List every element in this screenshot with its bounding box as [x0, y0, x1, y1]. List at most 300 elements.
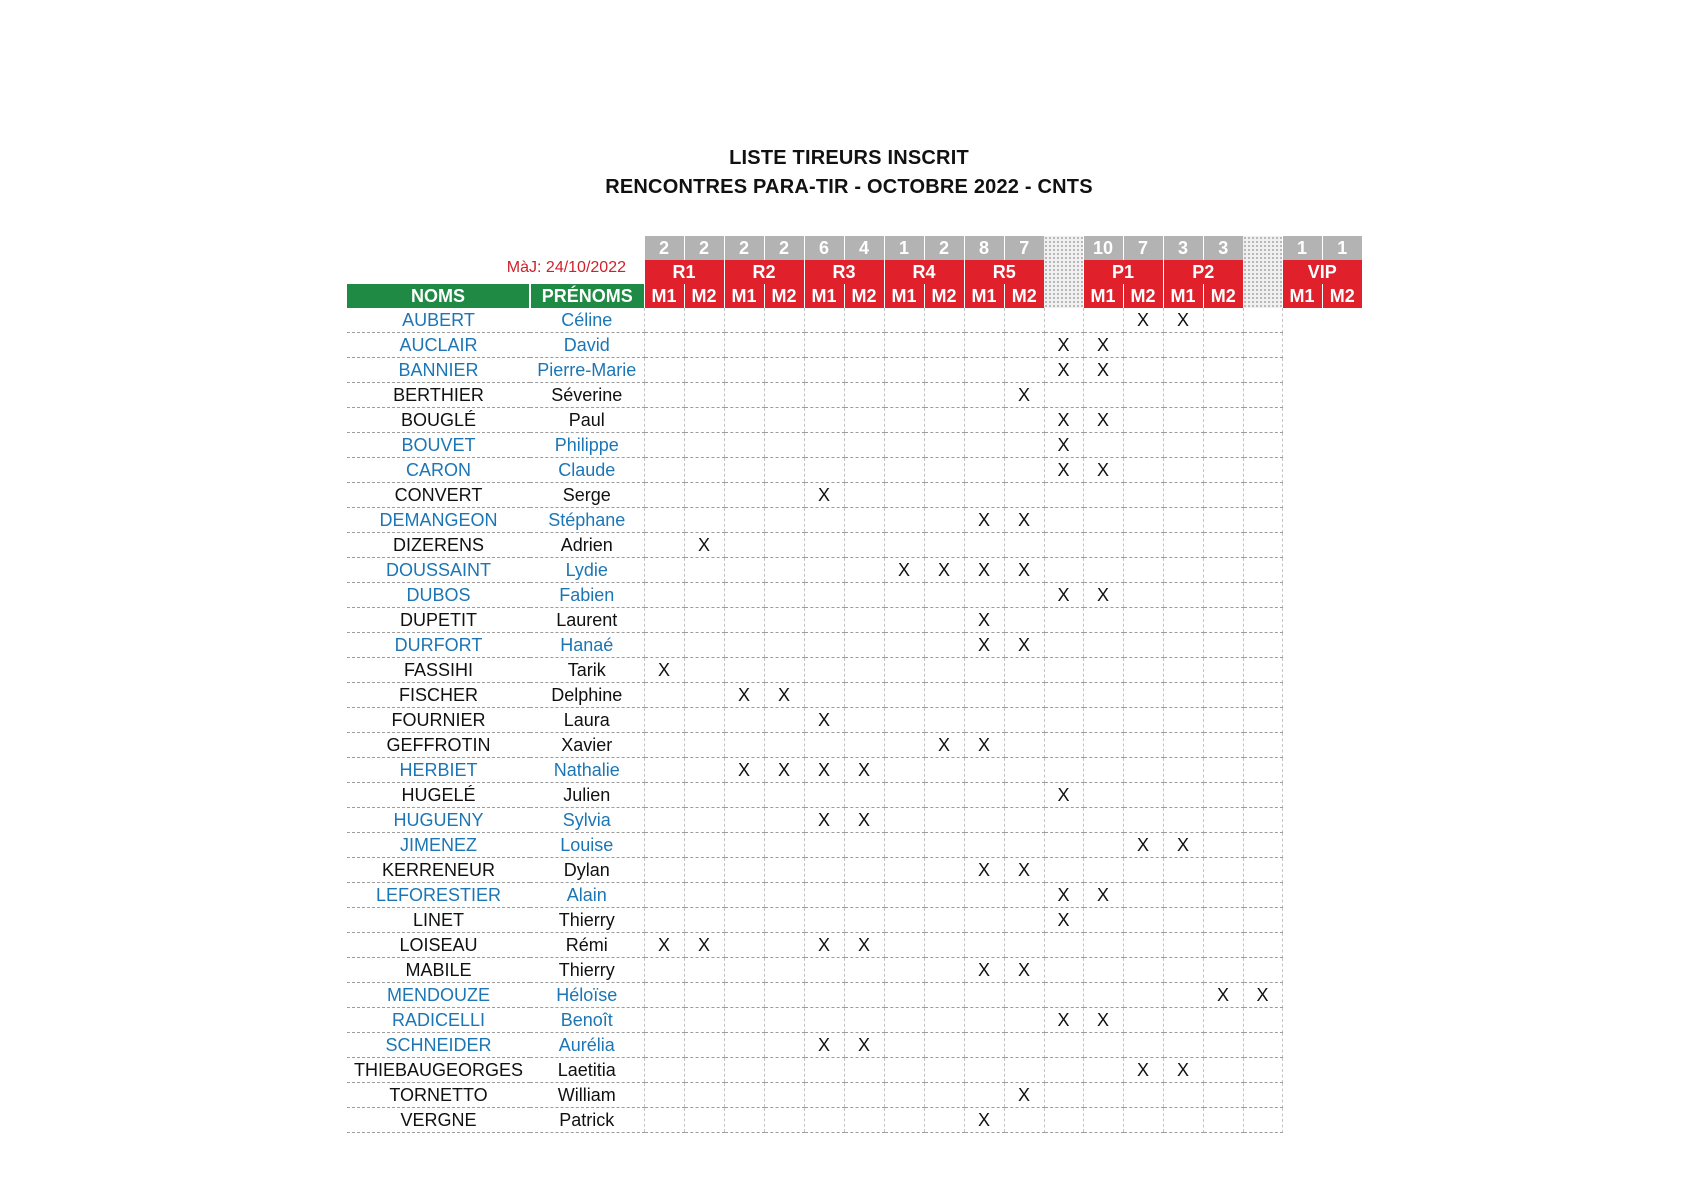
registration-mark — [1123, 683, 1163, 708]
registration-mark — [724, 858, 764, 883]
shooter-row — [347, 508, 1362, 533]
shooter-name: LINET — [347, 908, 530, 933]
shooter-firstname: Xavier — [530, 733, 644, 758]
registration-mark — [724, 933, 764, 958]
shooter-name: DIZERENS — [347, 533, 530, 558]
shooter-name: DURFORT — [347, 633, 530, 658]
registration-mark — [1004, 883, 1044, 908]
registration-mark: X — [1083, 883, 1123, 908]
registration-mark — [1044, 1058, 1083, 1083]
relay-count: 1 — [1322, 236, 1362, 260]
registration-mark — [884, 733, 924, 758]
registration-mark — [1123, 908, 1163, 933]
registration-mark — [924, 1008, 964, 1033]
shooter-row — [347, 783, 1362, 808]
registration-mark — [764, 308, 804, 333]
registration-mark — [1163, 908, 1203, 933]
registration-mark: X — [1004, 958, 1044, 983]
registration-mark: X — [804, 808, 844, 833]
registration-mark — [964, 1008, 1004, 1033]
registration-mark: X — [1004, 508, 1044, 533]
match-header: M1 — [964, 284, 1004, 308]
registration-mark — [804, 783, 844, 808]
registration-mark — [764, 383, 804, 408]
relay-group-label: R1 — [644, 260, 724, 284]
registration-mark — [844, 983, 884, 1008]
document-subtitle: RENCONTRES PARA-TIR - OCTOBRE 2022 - CNTS — [605, 176, 1093, 198]
registration-mark — [1243, 1108, 1282, 1133]
shooter-firstname: Rémi — [530, 933, 644, 958]
registration-mark — [964, 308, 1004, 333]
registration-mark: X — [644, 658, 684, 683]
document-title: LISTE TIREURS INSCRIT — [729, 147, 969, 169]
registration-mark — [764, 833, 804, 858]
relay-count: 10 — [1083, 236, 1123, 260]
registration-mark — [964, 758, 1004, 783]
registration-mark — [924, 1083, 964, 1108]
registration-mark — [1203, 808, 1243, 833]
registration-mark — [644, 1058, 684, 1083]
registration-mark: X — [804, 1033, 844, 1058]
registration-mark: X — [1123, 833, 1163, 858]
relay-group-label: VIP — [1282, 260, 1362, 284]
registration-mark — [1123, 358, 1163, 383]
registration-mark — [1044, 933, 1083, 958]
relay-count: 3 — [1203, 236, 1243, 260]
update-date: MàJ: 24/10/2022 — [506, 259, 626, 276]
registration-mark — [1004, 683, 1044, 708]
registration-mark — [724, 1033, 764, 1058]
match-header: M1 — [1163, 284, 1203, 308]
registration-mark — [844, 433, 884, 458]
registration-mark — [764, 733, 804, 758]
registration-mark — [884, 308, 924, 333]
registration-mark — [1243, 1058, 1282, 1083]
registration-mark: X — [1004, 383, 1044, 408]
registration-mark — [644, 408, 684, 433]
registration-mark — [1243, 458, 1282, 483]
registration-mark — [1203, 558, 1243, 583]
registration-mark — [924, 483, 964, 508]
registration-mark — [1203, 958, 1243, 983]
registration-mark: X — [924, 558, 964, 583]
registration-mark — [1044, 658, 1083, 683]
registration-mark — [924, 958, 964, 983]
registration-mark — [764, 958, 804, 983]
registration-mark: X — [964, 733, 1004, 758]
registration-mark — [884, 433, 924, 458]
shooter-row — [347, 708, 1362, 733]
registration-mark — [884, 708, 924, 733]
registration-mark — [724, 383, 764, 408]
registration-mark — [764, 858, 804, 883]
registration-mark — [964, 583, 1004, 608]
registration-mark: X — [1044, 408, 1083, 433]
registration-mark: X — [1083, 583, 1123, 608]
registration-mark — [1044, 708, 1083, 733]
shooter-row — [347, 433, 1362, 458]
shooter-row — [347, 808, 1362, 833]
registration-mark — [804, 733, 844, 758]
registration-mark — [764, 1008, 804, 1033]
registration-mark — [1203, 583, 1243, 608]
registration-mark — [1163, 758, 1203, 783]
registration-mark — [724, 533, 764, 558]
registration-mark — [1123, 333, 1163, 358]
registration-mark — [684, 733, 724, 758]
registration-mark — [964, 658, 1004, 683]
registration-mark — [684, 333, 724, 358]
registration-mark — [804, 558, 844, 583]
shooter-firstname: William — [530, 1083, 644, 1108]
registration-mark — [1004, 483, 1044, 508]
registration-mark — [1123, 608, 1163, 633]
registration-mark — [764, 508, 804, 533]
registration-mark — [724, 508, 764, 533]
registration-mark — [684, 483, 724, 508]
registration-mark — [924, 383, 964, 408]
registration-mark: X — [1004, 1083, 1044, 1108]
registration-mark — [684, 383, 724, 408]
registration-mark — [644, 483, 684, 508]
registration-mark — [964, 883, 1004, 908]
registration-mark — [1083, 508, 1123, 533]
registration-mark — [844, 833, 884, 858]
registration-mark — [1083, 758, 1123, 783]
shooter-firstname: Alain — [530, 883, 644, 908]
shooter-row — [347, 333, 1362, 358]
registration-mark — [1163, 733, 1203, 758]
registration-mark — [1004, 458, 1044, 483]
registration-mark — [724, 908, 764, 933]
registration-mark — [1243, 958, 1282, 983]
registration-mark — [1044, 1033, 1083, 1058]
match-header: M1 — [1282, 284, 1322, 308]
match-header: M1 — [644, 284, 684, 308]
registration-mark — [1163, 683, 1203, 708]
registration-mark — [764, 1033, 804, 1058]
registration-mark: X — [1044, 1008, 1083, 1033]
registration-mark — [684, 633, 724, 658]
shooter-row — [347, 1058, 1362, 1083]
shooter-firstname: Fabien — [530, 583, 644, 608]
registration-mark — [1044, 508, 1083, 533]
registration-mark — [764, 1083, 804, 1108]
registration-mark — [684, 358, 724, 383]
shooter-name: BOUGLÉ — [347, 408, 530, 433]
registration-mark — [1243, 783, 1282, 808]
registration-mark: X — [724, 758, 764, 783]
registration-mark — [1203, 308, 1243, 333]
header-row — [347, 284, 1362, 308]
registration-mark — [684, 908, 724, 933]
match-header: M2 — [1322, 284, 1362, 308]
registration-mark — [724, 358, 764, 383]
registration-mark: X — [964, 633, 1004, 658]
registration-mark — [764, 933, 804, 958]
shooter-firstname: Tarik — [530, 658, 644, 683]
registration-mark — [844, 533, 884, 558]
shooter-name: DOUSSAINT — [347, 558, 530, 583]
shooter-name: DUBOS — [347, 583, 530, 608]
registration-mark — [764, 658, 804, 683]
registration-mark — [884, 1033, 924, 1058]
shooter-firstname: Pierre-Marie — [530, 358, 644, 383]
registration-mark — [684, 1033, 724, 1058]
registration-mark — [1203, 1083, 1243, 1108]
shooter-row — [347, 408, 1362, 433]
registration-mark — [1203, 358, 1243, 383]
registration-mark — [644, 808, 684, 833]
relay-group-label: P1 — [1083, 260, 1163, 284]
registration-mark — [1243, 908, 1282, 933]
shooter-firstname: Thierry — [530, 958, 644, 983]
registration-mark — [1004, 308, 1044, 333]
registration-mark — [1203, 708, 1243, 733]
registration-mark — [1163, 1033, 1203, 1058]
registration-mark — [724, 408, 764, 433]
registration-mark — [844, 1108, 884, 1133]
registration-mark — [804, 1083, 844, 1108]
registration-mark — [1203, 1008, 1243, 1033]
registration-mark — [764, 808, 804, 833]
registration-mark — [844, 708, 884, 733]
shooter-name: KERRENEUR — [347, 858, 530, 883]
registration-mark — [884, 958, 924, 983]
shooter-name: FOURNIER — [347, 708, 530, 733]
registration-mark — [964, 383, 1004, 408]
registration-mark — [924, 508, 964, 533]
roster-table — [347, 236, 1362, 1133]
registration-mark — [804, 858, 844, 883]
registration-mark — [1123, 433, 1163, 458]
registration-mark — [804, 658, 844, 683]
shooter-row — [347, 383, 1362, 408]
registration-mark — [1163, 533, 1203, 558]
registration-mark — [724, 483, 764, 508]
registration-mark — [684, 958, 724, 983]
registration-mark — [1044, 483, 1083, 508]
registration-mark — [1044, 983, 1083, 1008]
registration-mark — [1004, 533, 1044, 558]
registration-mark — [1123, 508, 1163, 533]
registration-mark — [1044, 308, 1083, 333]
registration-mark — [1243, 658, 1282, 683]
registration-mark — [1044, 633, 1083, 658]
registration-mark — [1243, 608, 1282, 633]
registration-mark — [764, 583, 804, 608]
header-names: NOMS — [347, 284, 530, 308]
registration-mark — [644, 1108, 684, 1133]
registration-mark — [644, 733, 684, 758]
registration-mark — [764, 908, 804, 933]
registration-mark — [764, 633, 804, 658]
registration-mark — [1004, 358, 1044, 383]
shooter-firstname: Delphine — [530, 683, 644, 708]
registration-mark: X — [964, 1108, 1004, 1133]
shooter-firstname: Thierry — [530, 908, 644, 933]
registration-mark — [804, 408, 844, 433]
registration-mark — [1203, 683, 1243, 708]
registration-mark — [1163, 1108, 1203, 1133]
registration-mark: X — [844, 758, 884, 783]
registration-mark — [924, 408, 964, 433]
registration-mark — [724, 608, 764, 633]
registration-mark — [644, 783, 684, 808]
registration-mark — [644, 1033, 684, 1058]
match-header: M2 — [924, 284, 964, 308]
registration-mark — [684, 983, 724, 1008]
shooter-row — [347, 858, 1362, 883]
registration-mark — [684, 1008, 724, 1033]
registration-mark — [884, 458, 924, 483]
registration-mark — [844, 333, 884, 358]
shooter-firstname: Louise — [530, 833, 644, 858]
registration-mark — [644, 1083, 684, 1108]
registration-mark: X — [1163, 833, 1203, 858]
registration-mark — [1004, 908, 1044, 933]
registration-mark — [764, 433, 804, 458]
registration-mark — [804, 583, 844, 608]
registration-mark: X — [1004, 858, 1044, 883]
registration-mark — [1163, 508, 1203, 533]
registration-mark — [804, 333, 844, 358]
registration-mark — [684, 608, 724, 633]
shooter-firstname: Hanaé — [530, 633, 644, 658]
registration-mark — [964, 908, 1004, 933]
registration-mark — [884, 483, 924, 508]
header-spacer — [347, 260, 644, 284]
registration-mark — [1243, 833, 1282, 858]
registration-mark — [924, 358, 964, 383]
shooter-list — [347, 308, 1362, 1133]
registration-mark — [964, 833, 1004, 858]
registration-mark — [924, 583, 964, 608]
registration-mark — [844, 1083, 884, 1108]
registration-mark — [1004, 1108, 1044, 1133]
registration-mark — [684, 408, 724, 433]
shooter-row — [347, 683, 1362, 708]
registration-mark — [1004, 783, 1044, 808]
registration-mark — [724, 333, 764, 358]
match-header: M1 — [1083, 284, 1123, 308]
registration-mark: X — [1083, 358, 1123, 383]
registration-mark — [764, 558, 804, 583]
registration-mark — [1163, 933, 1203, 958]
shooter-name: MABILE — [347, 958, 530, 983]
registration-mark — [964, 1058, 1004, 1083]
registration-mark — [964, 683, 1004, 708]
registration-mark — [1004, 433, 1044, 458]
shooter-name: TORNETTO — [347, 1083, 530, 1108]
registration-mark — [924, 433, 964, 458]
shooter-firstname: Paul — [530, 408, 644, 433]
registration-mark — [1203, 433, 1243, 458]
registration-mark — [884, 758, 924, 783]
registration-mark — [1083, 858, 1123, 883]
registration-mark — [1004, 408, 1044, 433]
registration-mark: X — [1004, 558, 1044, 583]
registration-mark — [1083, 983, 1123, 1008]
shooter-row — [347, 458, 1362, 483]
registration-mark — [804, 458, 844, 483]
registration-mark — [644, 608, 684, 633]
registration-mark — [924, 458, 964, 483]
registration-mark — [1243, 508, 1282, 533]
relay-count: 4 — [844, 236, 884, 260]
registration-mark — [964, 408, 1004, 433]
registration-mark — [1203, 633, 1243, 658]
registration-mark — [964, 433, 1004, 458]
registration-mark — [804, 883, 844, 908]
registration-mark — [804, 1008, 844, 1033]
shooter-firstname: Benoît — [530, 1008, 644, 1033]
registration-mark — [964, 458, 1004, 483]
registration-mark — [644, 433, 684, 458]
header-spacer — [347, 236, 644, 260]
relay-count: 3 — [1163, 236, 1203, 260]
registration-mark — [884, 333, 924, 358]
shooter-row — [347, 908, 1362, 933]
match-header: M2 — [1123, 284, 1163, 308]
registration-mark — [1123, 483, 1163, 508]
shooter-row — [347, 983, 1362, 1008]
registration-mark — [1004, 808, 1044, 833]
registration-mark — [1083, 483, 1123, 508]
registration-mark — [924, 608, 964, 633]
registration-mark — [924, 933, 964, 958]
registration-mark — [844, 858, 884, 883]
registration-mark: X — [1004, 633, 1044, 658]
registration-mark — [1243, 633, 1282, 658]
match-header: M2 — [844, 284, 884, 308]
registration-mark — [924, 633, 964, 658]
registration-mark: X — [1083, 458, 1123, 483]
relay-count: 2 — [724, 236, 764, 260]
shooter-name: DUPETIT — [347, 608, 530, 633]
match-header: M2 — [1004, 284, 1044, 308]
registration-mark — [684, 833, 724, 858]
shooter-firstname: Adrien — [530, 533, 644, 558]
shooter-name: VERGNE — [347, 1108, 530, 1133]
registration-mark — [644, 858, 684, 883]
match-header: M1 — [804, 284, 844, 308]
shooter-row — [347, 883, 1362, 908]
registration-mark — [1123, 633, 1163, 658]
registration-mark — [1203, 658, 1243, 683]
registration-mark — [884, 1108, 924, 1133]
registration-mark: X — [804, 483, 844, 508]
registration-mark — [684, 758, 724, 783]
registration-mark — [1044, 608, 1083, 633]
registration-mark — [1243, 683, 1282, 708]
registration-mark — [804, 908, 844, 933]
registration-mark — [1004, 1033, 1044, 1058]
registration-mark — [1163, 408, 1203, 433]
registration-mark: X — [724, 683, 764, 708]
registration-mark — [1083, 633, 1123, 658]
header-firstnames: PRÉNOMS — [530, 284, 644, 308]
registration-mark — [724, 308, 764, 333]
registration-mark — [884, 533, 924, 558]
registration-mark — [1163, 458, 1203, 483]
registration-mark — [1083, 1033, 1123, 1058]
registration-mark — [1083, 808, 1123, 833]
shooter-name: JIMENEZ — [347, 833, 530, 858]
registration-mark — [1243, 533, 1282, 558]
registration-mark — [1163, 333, 1203, 358]
registration-mark — [724, 983, 764, 1008]
